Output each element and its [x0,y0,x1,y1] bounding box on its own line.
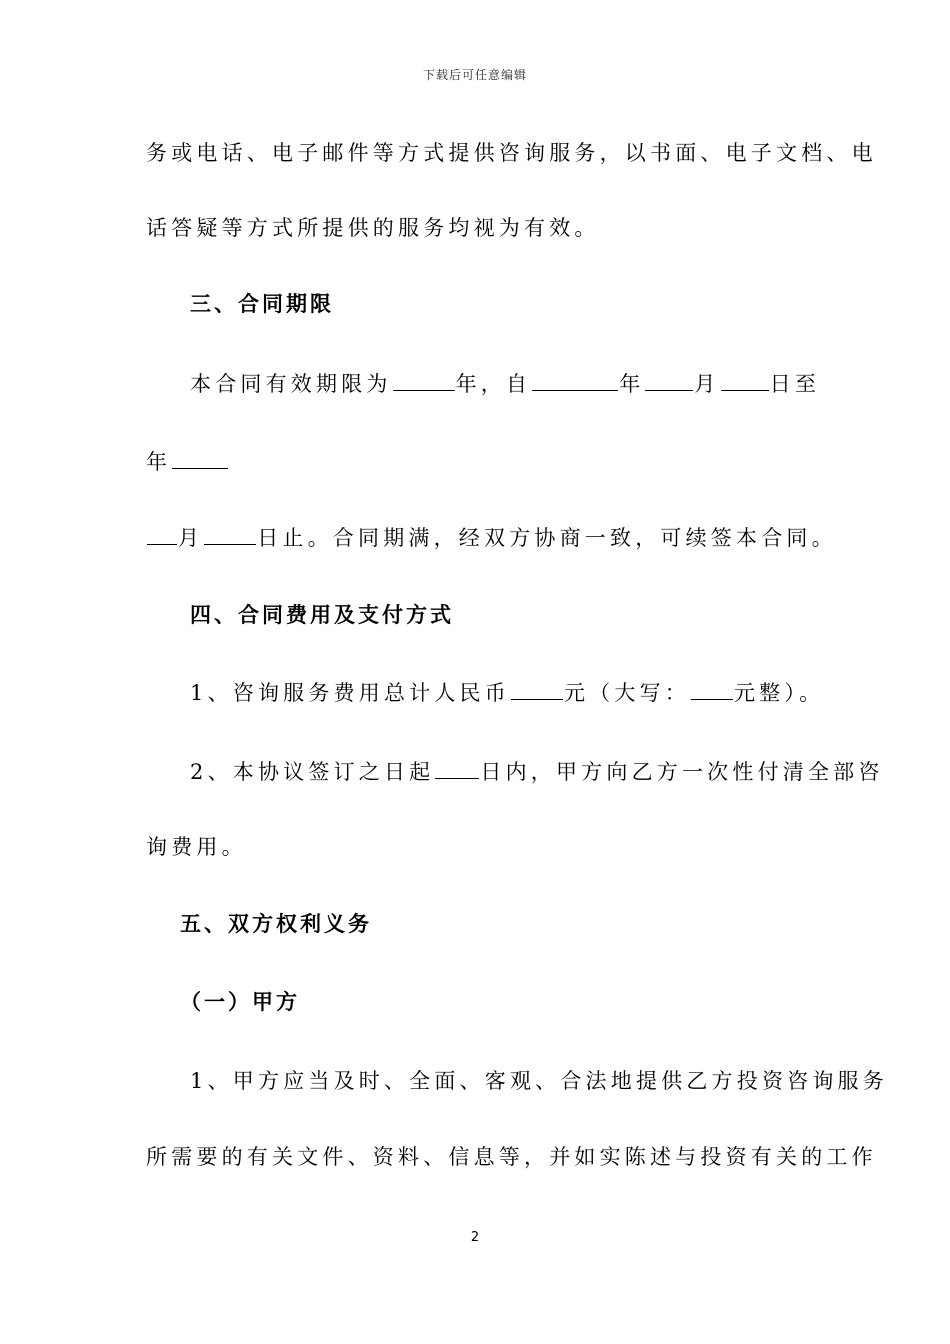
fee-text: 元整）。 [733,681,825,705]
term-text: 月 [178,526,204,550]
fee-text: 元（大写： [563,681,690,705]
blank-field-years[interactable] [393,368,455,391]
paragraph-line: 所需要的有关文件、资料、信息等，并如实陈述与投资有关的工作 [146,1145,877,1169]
paragraph-line: 话答疑等方式所提供的服务均视为有效。 [146,216,600,240]
term-text: 日止。合同期满，经双方协商一致，可续签本合同。 [257,526,837,550]
payment-text: 日内，甲方向乙方一次性付清全部咨 [480,760,884,784]
term-line [146,522,837,553]
page-header: 下载后可任意编辑 [422,68,527,82]
blank-field-end-month[interactable] [147,522,177,545]
blank-field-days[interactable] [435,756,479,779]
blank-field-amount-uppercase[interactable] [691,677,733,700]
section-heading-fees: 四、合同费用及支付方式 [190,603,454,627]
term-line [146,446,806,477]
paragraph-line: 询费用。 [146,835,247,859]
term-text: 日至 [769,372,821,396]
term-text: 年 [146,450,172,474]
section-heading-term: 三、合同期限 [190,292,334,316]
term-text: 年，自 [455,372,532,396]
term-text: 本合同有效期限为 [190,372,392,396]
term-line [190,368,821,399]
payment-line [190,756,884,787]
payment-text: 2、本协议签订之日起 [190,760,435,784]
blank-field-start-day[interactable] [721,368,769,391]
fee-line [190,677,825,708]
section-heading-rights: 五、双方权利义务 [180,912,372,936]
term-text: 年 [619,372,645,396]
term-text: 月 [694,372,720,396]
blank-field-start-year[interactable] [532,368,618,391]
blank-field-end-year[interactable] [172,446,228,469]
blank-field-end-day[interactable] [204,522,256,545]
fee-text: 1、咨询服务费用总计人民币 [190,681,510,705]
paragraph-line: 务或电话、电子邮件等方式提供咨询服务，以书面、电子文档、电 [146,141,877,165]
subsection-heading-party-a: （一）甲方 [180,990,300,1014]
blank-field-amount[interactable] [511,677,563,700]
page-number: 2 [470,1230,480,1245]
paragraph-line: 1、甲方应当及时、全面、客观、合法地提供乙方投资咨询服务 [190,1069,888,1093]
blank-field-start-month[interactable] [645,368,693,391]
